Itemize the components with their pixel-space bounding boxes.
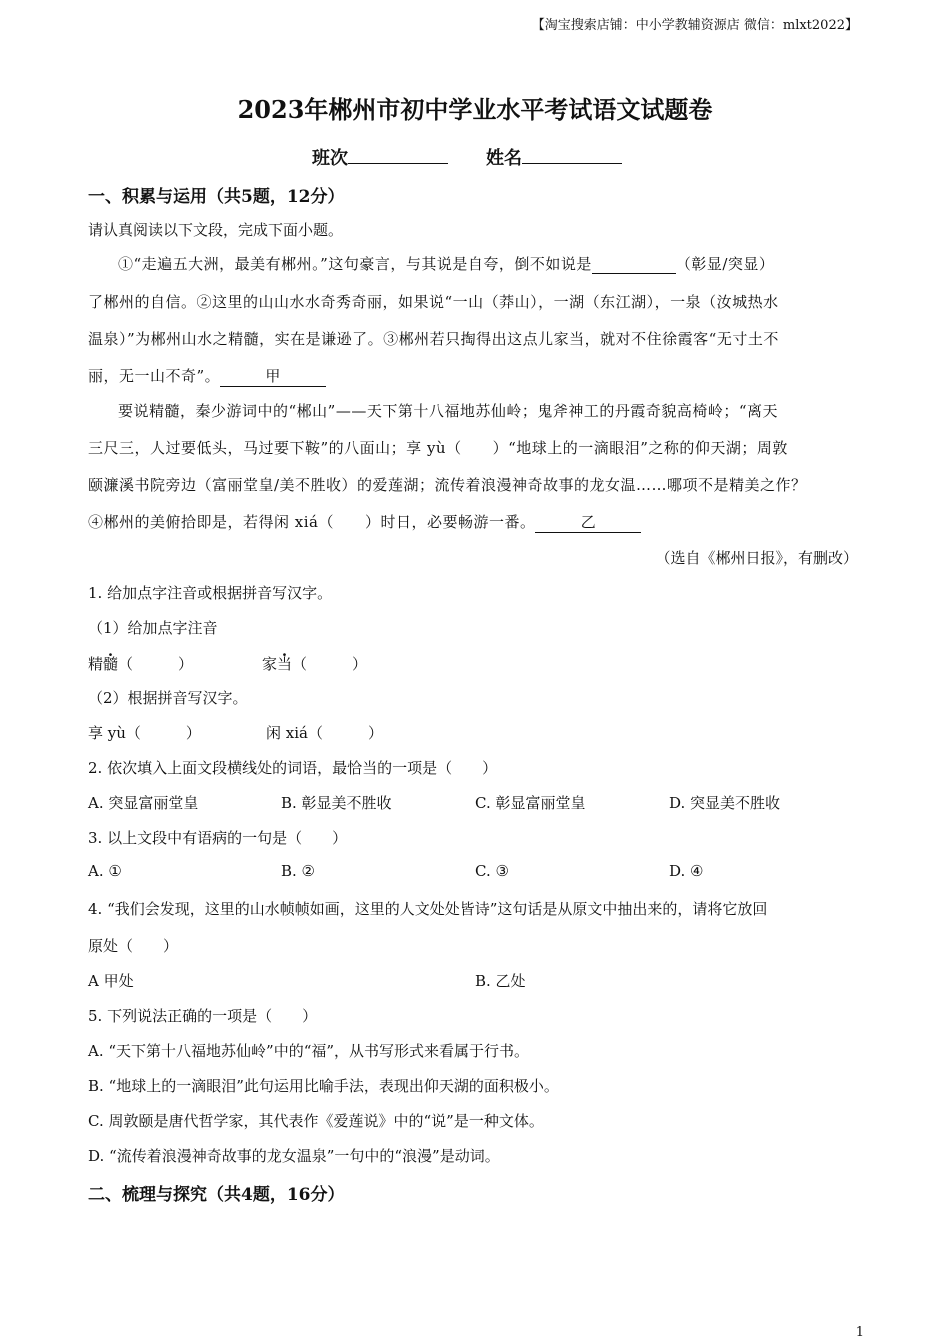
q4-stem-line2: 原处（ ） xyxy=(88,937,179,955)
para2-line4-text: ④郴州的美俯拾即是，若得闲 xiá（ ）时日，必要畅游一番。 xyxy=(88,513,536,531)
blank-jia: 甲 xyxy=(220,365,326,387)
para1-line1-choice: （彰显/突显） xyxy=(675,255,775,273)
q2-option-d: D. 突显美不胜收 xyxy=(669,794,781,812)
para1-line2: 了郴州的自信。②这里的山山水水奇秀奇丽，如果说“一山（莽山），一湖（东江湖），一泉（汝城热水 xyxy=(88,293,779,311)
q4-option-b: B. 乙处 xyxy=(475,972,526,990)
q2-option-c: C. 彰显富丽堂皇 xyxy=(475,794,586,812)
para2-line2: 三尺三，人过要低头，马过要下鞍”的八面山；享 yù（ ）“地球上的一滴眼泪”之称的仰天湖；周敦 xyxy=(88,439,788,457)
q2-option-a: A. 突显富丽堂皇 xyxy=(88,794,199,812)
para1-line1 xyxy=(118,253,774,274)
section-heading-1: 一、积累与运用（共5题，12分） xyxy=(88,187,345,207)
q3-option-b: B. ② xyxy=(281,862,316,880)
q3-stem: 3. 以上文段中有语病的一句是（ ） xyxy=(88,829,348,847)
q5-option-c: C. 周敦颐是唐代哲学家，其代表作《爱莲说》中的“说”是一种文体。 xyxy=(88,1112,544,1130)
q1-sub2: （2）根据拼音写汉字。 xyxy=(88,689,248,707)
dotted-char: 当 xyxy=(277,655,293,673)
class-blank xyxy=(348,147,448,164)
para1-line1-text: ①“走遍五大洲，最美有郴州。”这句豪言，与其说是自夸，倒不如说是 xyxy=(118,255,592,273)
q3-option-c: C. ③ xyxy=(475,862,509,880)
q1-word-jiadang xyxy=(262,653,367,674)
para1-line4 xyxy=(88,365,326,387)
dotted-char: 髓 xyxy=(103,655,119,673)
q5-option-a: A. “天下第十八福地苏仙岭”中的“福”，从书写形式来看属于行书。 xyxy=(88,1042,530,1060)
q1-word-jingsui xyxy=(88,653,193,674)
blank-yi: 乙 xyxy=(535,511,641,533)
char: 家 xyxy=(262,655,278,673)
para1-line3: 温泉）”为郴州山水之精髓，实在是谦逊了。③郴州若只掏得出这点儿家当，就对不住徐霞客“无寸土不 xyxy=(88,330,779,348)
para2-line4 xyxy=(88,511,641,533)
blank-1 xyxy=(592,255,676,274)
q3-option-d: D. ④ xyxy=(669,862,704,880)
source-note: （选自《郴州日报》，有删改） xyxy=(655,549,858,567)
answer-blank: （ ） xyxy=(292,655,368,673)
q4-option-a: A 甲处 xyxy=(88,972,134,990)
name-blank xyxy=(522,147,622,164)
q3-option-a: A. ① xyxy=(88,862,122,880)
section-heading-2: 二、梳理与探究（共4题，16分） xyxy=(88,1185,345,1205)
q1-sub1: （1）给加点字注音 xyxy=(88,619,218,637)
q2-option-b: B. 彰显美不胜收 xyxy=(281,794,392,812)
instruction: 请认真阅读以下文段，完成下面小题。 xyxy=(88,221,344,239)
para2-line1: 要说精髓，秦少游词中的“郴山”——天下第十八福地苏仙岭；鬼斧神工的丹霞奇貌高椅岭；“离天 xyxy=(118,402,779,420)
char: 精 xyxy=(88,655,104,673)
q1-word-xiangyu: 享 yù（ ） xyxy=(88,724,201,742)
page-title: 2023年郴州市初中学业水平考试语文试题卷 xyxy=(237,95,713,124)
header-note: 【淘宝搜索店铺：中小学教辅资源店 微信：mlxt2022】 xyxy=(531,18,858,33)
name-row xyxy=(312,144,622,170)
q2-stem: 2. 依次填入上面文段横线处的词语，最恰当的一项是（ ） xyxy=(88,759,498,777)
page-number: 1 xyxy=(855,1325,864,1340)
para1-line4-text: 丽，无一山不奇”。 xyxy=(88,367,221,385)
q5-option-d: D. “流传着浪漫神奇故事的龙女温泉”一句中的“浪漫”是动词。 xyxy=(88,1147,500,1165)
q5-option-b: B. “地球上的一滴眼泪”此句运用比喻手法，表现出仰天湖的面积极小。 xyxy=(88,1077,559,1095)
q1-word-xianxia: 闲 xiá（ ） xyxy=(266,724,383,742)
para2-line3: 颐濂溪书院旁边（富丽堂皇/美不胜收）的爱莲湖；流传着浪漫神奇故事的龙女温……哪项不是精美之作？ xyxy=(88,476,807,494)
name-label: 姓名 xyxy=(486,148,522,169)
q5-stem: 5. 下列说法正确的一项是（ ） xyxy=(88,1007,318,1025)
q4-stem-line1: 4. “我们会发现，这里的山水帧帧如画，这里的人文处处皆诗”这句话是从原文中抽出来的，请将它放回 xyxy=(88,900,768,918)
answer-blank: （ ） xyxy=(118,655,194,673)
class-label: 班次 xyxy=(312,148,348,169)
q1-stem: 1. 给加点字注音或根据拼音写汉字。 xyxy=(88,584,333,602)
